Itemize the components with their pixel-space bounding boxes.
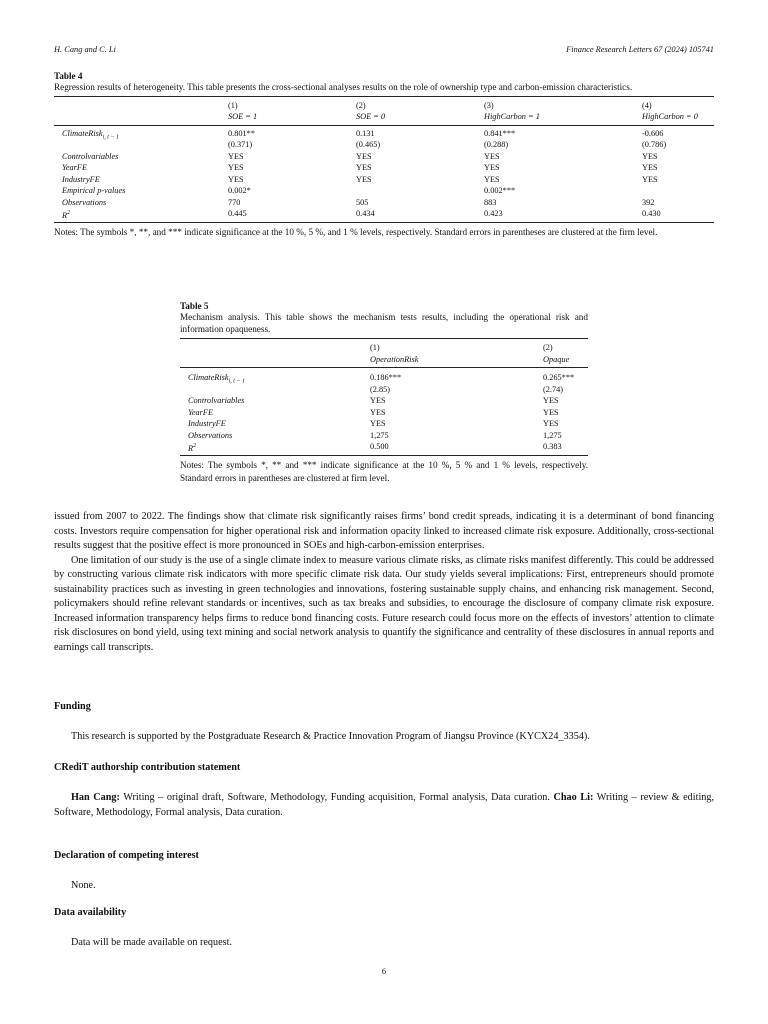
table-row xyxy=(180,384,588,396)
row-label: Observations xyxy=(62,197,107,207)
credit-author-2-roles: Writing – review & editing, Software, Methodology, Formal analysis, Data curation. xyxy=(54,792,715,818)
table-5-caption: Mechanism analysis. This table shows the mechanism tests results, including the operational risk and information opaqueness. xyxy=(180,312,588,334)
table-cell: YES xyxy=(543,419,559,428)
table-4-label: Table 4 xyxy=(54,71,83,81)
table-cell: 505 xyxy=(356,197,369,207)
table-row xyxy=(54,185,714,197)
table-cell: 0.002*** xyxy=(484,186,516,195)
table-cell: YES xyxy=(228,151,244,161)
row-label: IndustryFE xyxy=(188,419,226,428)
competing-heading: Declaration of competing interest xyxy=(54,850,199,861)
row-label: Controlvariables xyxy=(188,396,245,405)
table-row xyxy=(180,372,588,384)
table-cell: 770 xyxy=(228,197,241,207)
table-cell: YES xyxy=(370,396,386,405)
table-cell: YES xyxy=(356,163,372,172)
table-row xyxy=(180,441,588,453)
table-cell: YES xyxy=(228,163,244,172)
table-cell: YES xyxy=(228,174,244,184)
table-cell: 0.002* xyxy=(228,186,251,195)
row-label: ClimateRisk$_{i, t - 1}$ xyxy=(62,128,119,141)
table-cell: 1,275 xyxy=(543,430,562,440)
table-4-notes: Notes: The symbols *, **, and *** indicate significance at the 10 %, 5 %, and 1 % levels, respectively. Standard errors in parentheses are clustered at the firm level. xyxy=(54,226,658,237)
table-cell: (0.288) xyxy=(484,140,509,149)
table-cell: 883 xyxy=(484,197,497,207)
table-5-body xyxy=(180,372,588,453)
table-4 xyxy=(54,71,714,239)
table-4-body xyxy=(54,128,714,220)
table-row xyxy=(54,162,714,174)
availability-heading: Data availability xyxy=(54,907,127,918)
table-4-header-row: SOE = 1 SOE = 0 HighCarbon = 1 HighCarbon = 0 xyxy=(228,112,698,121)
table-cell: 0.445 xyxy=(228,209,247,218)
table-cell: YES xyxy=(543,396,559,405)
table-cell: YES xyxy=(370,419,386,428)
table-cell: 0.801** xyxy=(228,128,255,138)
table-row xyxy=(54,139,714,151)
paragraph-limitations: One limitation of our study is the use of a single climate index to measure various climate risks, as climate risks manifest differently. This could be addressed by constructing various climate risk indicators with more specific climate risk data. Our study yields several implications: First, entrepreneurs should promote sustainability practices such as investing in green technologies and innovations, fostering sustainable supply chains, and enhancing risk management. Second, policymakers should refine relevant standards or incentives, such as tax breaks and subsidies, to encourage the disclosure of company climate risk exposure. Increased information transparency helps firms to reduce bond financing costs. Future research could focus more on the effects of investors’ attention to climate risk disclosures on bond yield, using text mining and social network analysis to quantify the significance and centrality of these disclosures in annual reports and earnings call transcripts. xyxy=(54,554,714,653)
table-cell: YES xyxy=(642,163,658,172)
table-5-header-row: OperationRisk Opaque xyxy=(370,354,570,364)
table-cell: 1,275 xyxy=(370,430,389,440)
table-cell: 0.131 xyxy=(356,128,375,138)
row-label: Empirical p-values xyxy=(62,186,126,195)
table-cell: (0.786) xyxy=(642,140,667,149)
table-cell: 0.430 xyxy=(642,209,661,218)
header-journal: Finance Research Letters 67 (2024) 105741 xyxy=(566,45,714,54)
table-cell: 392 xyxy=(642,197,655,207)
table-cell: YES xyxy=(370,407,386,417)
table-cell: (2.85) xyxy=(370,384,391,394)
table-row xyxy=(180,395,588,407)
header-authors: H. Cang and C. Li xyxy=(54,45,116,54)
running-header xyxy=(54,45,714,54)
table-cell: 0.423 xyxy=(484,209,503,218)
table-4-colnum-row: (1) (2) (3) (4) xyxy=(228,100,652,110)
credit-author-1-roles: Writing – original draft, Software, Methodology, Funding acquisition, Formal analysis, Data curation. xyxy=(123,792,554,803)
table-row xyxy=(54,208,714,220)
row-label: $R^2$ xyxy=(62,210,71,220)
table-cell: YES xyxy=(484,163,500,172)
competing-text: None. xyxy=(71,880,96,891)
table-cell: 0.265*** xyxy=(543,373,575,382)
credit-author-1: Han Cang: xyxy=(71,792,120,803)
table-cell: 0.383 xyxy=(543,442,562,451)
row-label: IndustryFE xyxy=(62,174,100,184)
credit-author-2: Chao Li: xyxy=(553,792,594,803)
table-cell: (2.74) xyxy=(543,384,564,394)
row-label: $R^2$ xyxy=(188,443,197,453)
row-label: Controlvariables xyxy=(62,151,119,161)
table-cell: 0.186*** xyxy=(370,373,402,382)
page-number: 6 xyxy=(381,966,387,976)
table-cell: (0.371) xyxy=(228,140,253,149)
table-5 xyxy=(180,301,588,486)
row-label: YearFE xyxy=(62,163,88,172)
table-row xyxy=(54,174,714,186)
credit-heading: CRediT authorship contribution statement xyxy=(54,762,241,773)
table-row xyxy=(54,197,714,209)
row-label: Observations xyxy=(188,430,233,440)
table-5-colnum-row: (1) (2) xyxy=(370,343,553,352)
table-row xyxy=(180,418,588,430)
page xyxy=(54,0,714,1024)
table-cell: (0.465) xyxy=(356,140,381,149)
row-label: ClimateRisk$_{i, t - 1}$ xyxy=(188,373,245,385)
table-row xyxy=(54,128,714,140)
row-label: YearFE xyxy=(188,407,214,417)
table-cell: YES xyxy=(543,407,559,417)
table-4-caption: Regression results of heterogeneity. This table presents the cross-sectional analyses results on the role of ownership type and carbon-emission characteristics. xyxy=(54,82,633,92)
table-cell: 0.841*** xyxy=(484,128,516,138)
table-cell: -0.606 xyxy=(642,128,664,138)
credit-text xyxy=(54,790,714,820)
table-cell: 0.434 xyxy=(356,209,375,218)
table-cell: YES xyxy=(642,151,658,161)
body-text xyxy=(54,510,714,655)
table-cell: YES xyxy=(484,174,500,184)
table-5-label: Table 5 xyxy=(180,301,209,311)
availability-text: Data will be made available on request. xyxy=(71,937,232,948)
funding-text: This research is supported by the Postgraduate Research & Practice Innovation Program of Jiangsu Province (KYCX24_3354). xyxy=(71,731,590,742)
table-cell: YES xyxy=(356,151,372,161)
table-cell: YES xyxy=(642,174,658,184)
table-cell: 0.500 xyxy=(370,442,389,451)
table-row xyxy=(180,430,588,442)
table-cell: YES xyxy=(484,151,500,161)
funding-heading: Funding xyxy=(54,701,91,712)
table-5-notes: Notes: The symbols *, ** and *** indicate significance at the 10 %, 5 % and 1 % levels, respectively. Standard errors in parentheses are clustered at firm level. xyxy=(180,459,588,483)
table-cell: YES xyxy=(356,174,372,184)
paragraph-conclusion: issued from 2007 to 2022. The findings show that climate risk significantly raises firms’ bond credit spreads, indicating it is a determinant of bond financing costs. Investors require compensation for higher operational risk and information opacity linked to increased climate risk exposure. Additionally, cross-sectional results suggest that the positive effect is more pronounced in SOEs and high-carbon-emission enterprises. xyxy=(54,511,714,551)
table-row xyxy=(54,151,714,163)
table-row xyxy=(180,407,588,419)
